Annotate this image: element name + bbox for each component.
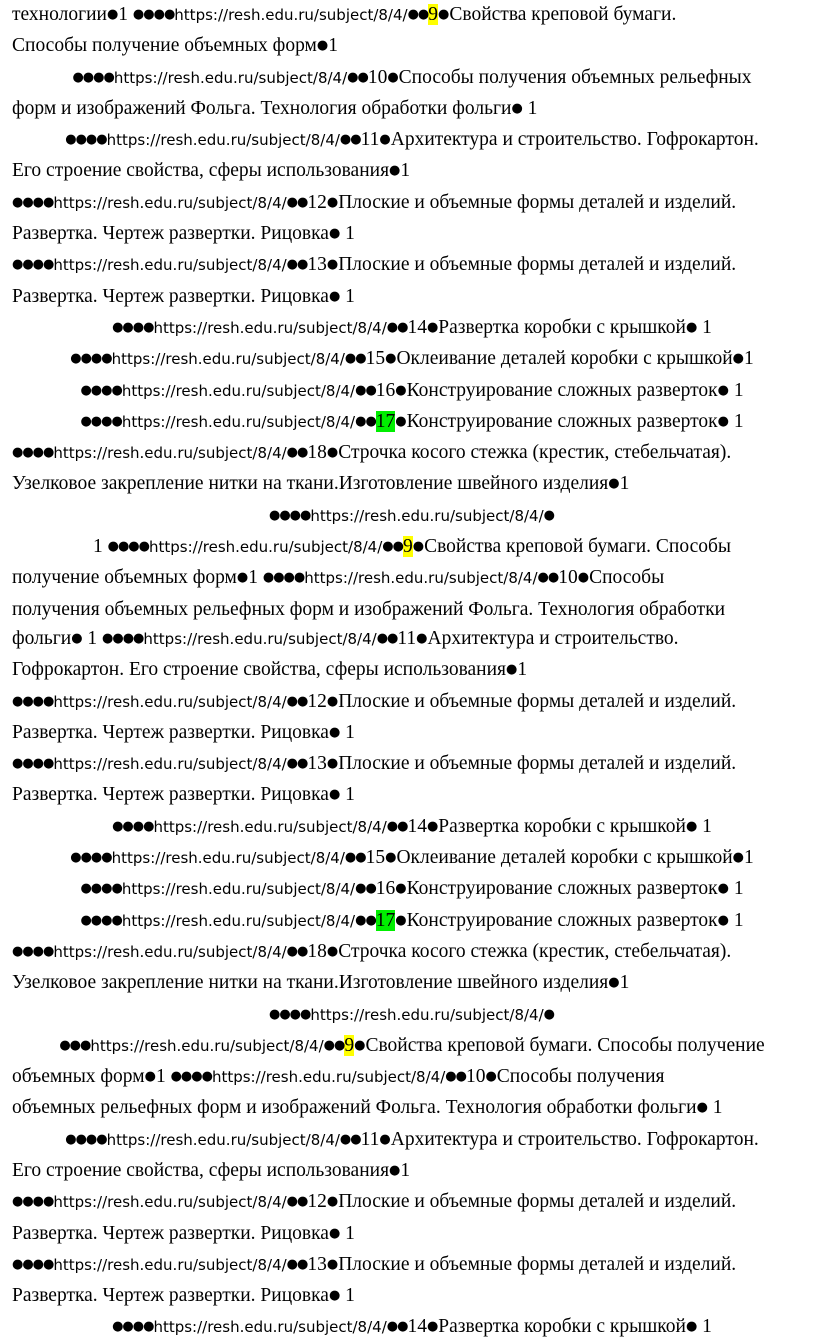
doc-line <box>12 219 812 250</box>
text: 1 <box>155 1066 171 1088</box>
doc-line <box>12 63 812 94</box>
text: фольги <box>12 627 72 649</box>
text: 1 <box>619 972 630 994</box>
text: 1 <box>400 160 411 182</box>
resource-link[interactable]: https://resh.edu.ru/subject/8/4/ <box>153 318 387 337</box>
text: Узелковое закрепление нитки на ткани.Изготовление швейного изделия <box>12 473 609 495</box>
lesson-number: 17 <box>375 909 396 931</box>
lesson-title: Архитектура и строительство. <box>427 627 679 649</box>
doc-line <box>12 906 812 937</box>
bullet: ● <box>732 850 745 866</box>
lesson-number: 11 <box>397 627 417 649</box>
bullets: ●●● <box>59 1037 91 1053</box>
lesson-number: 15 <box>365 348 386 370</box>
bullet: ● <box>685 1319 698 1335</box>
text: объемных рельефных форм и изображений Фольга. Технология обработки фольги <box>12 1097 697 1119</box>
doc-line <box>12 438 812 469</box>
bullets: ●● <box>386 319 408 335</box>
bullets: ●● <box>355 912 376 928</box>
bullet: ● <box>395 912 407 928</box>
text: форм и изображений Фольга. Технология обработки фольги <box>12 97 512 119</box>
bullets: ●●●● <box>12 756 54 772</box>
doc-line <box>12 1093 812 1124</box>
bullet: ● <box>395 382 407 398</box>
doc-line <box>12 1281 812 1312</box>
lesson-title: Конструирование сложных разверток <box>406 909 718 931</box>
lesson-number: 13 <box>307 1253 327 1275</box>
doc-line <box>12 1062 812 1093</box>
lesson-number: 12 <box>307 1191 327 1213</box>
bullet: ● <box>328 787 341 803</box>
bullets: ●● <box>355 382 376 398</box>
bullets: ●● <box>347 69 368 85</box>
text: Его строение свойства, сферы использования <box>12 160 390 182</box>
bullets: ●●●● <box>268 1006 311 1022</box>
doc-line <box>12 344 812 375</box>
bullets: ●● <box>386 1319 408 1335</box>
text: 1 <box>248 567 263 589</box>
lesson-number: 9 <box>428 4 439 25</box>
lesson-title: Развертка коробки с крышкой <box>438 316 686 338</box>
bullet: ● <box>328 226 341 242</box>
doc-line <box>12 595 812 624</box>
text: получение объемных форм <box>12 567 237 589</box>
doc-line <box>12 968 812 999</box>
lesson-number: 17 <box>375 410 396 432</box>
text: Развертка. Чертеж развертки. Рицовка <box>12 223 329 245</box>
bullet: ● <box>608 476 620 492</box>
lesson-title: Архитектура и строительство. Гофрокартон. <box>390 1128 759 1150</box>
bullet: ● <box>685 818 698 834</box>
resource-link[interactable]: https://resh.edu.ru/subject/8/4/ <box>148 538 383 557</box>
bullets: ●● <box>355 881 376 897</box>
bullet: ● <box>412 539 425 555</box>
bullets: ●●●● <box>80 413 122 429</box>
lesson-number: 15 <box>365 847 386 869</box>
text: Развертка. Чертеж развертки. Рицовка <box>12 285 329 307</box>
lesson-title: Плоские и объемные формы деталей и изделий. <box>338 690 737 712</box>
resource-link[interactable]: https://resh.edu.ru/subject/8/4/ <box>121 880 356 899</box>
lesson-number: 14 <box>407 316 427 338</box>
text: 1 <box>728 878 744 900</box>
lesson-title: Плоские и объемные формы деталей и изделий. <box>338 191 737 213</box>
bullets: ●● <box>286 1194 308 1210</box>
bullet: ● <box>379 1131 391 1147</box>
bullet: ● <box>389 1162 401 1178</box>
resource-link[interactable]: https://resh.edu.ru/subject/8/4/ <box>111 350 345 369</box>
bullets: ●●●● <box>12 1256 54 1272</box>
text: 1 <box>697 815 712 837</box>
bullet: ● <box>426 818 439 834</box>
doc-line <box>12 1156 812 1187</box>
resource-link[interactable]: https://resh.edu.ru/subject/8/4/ <box>53 755 287 774</box>
doc-line <box>12 655 812 686</box>
bullets: ●●●● <box>107 539 149 555</box>
lesson-number: 13 <box>307 254 327 276</box>
bullets: ●●●● <box>65 132 107 148</box>
bullet: ● <box>438 7 450 22</box>
bullet: ● <box>389 163 401 179</box>
doc-line <box>12 1031 812 1062</box>
doc-line <box>12 563 812 594</box>
lesson-title: Свойства креповой бумаги. <box>449 4 677 25</box>
lesson-title: Плоские и объемные формы деталей и изделий. <box>338 753 737 775</box>
bullet: ● <box>717 382 729 398</box>
doc-line <box>12 532 812 563</box>
resource-link[interactable]: https://resh.edu.ru/subject/8/4/ <box>143 629 377 648</box>
bullet: ● <box>328 288 341 304</box>
bullet: ● <box>543 1006 555 1022</box>
doc-line <box>12 1187 812 1218</box>
text: 1 <box>728 379 744 401</box>
bullet: ● <box>685 319 698 335</box>
text: 1 <box>744 348 754 370</box>
bullet: ● <box>326 756 339 772</box>
resource-link[interactable]: https://resh.edu.ru/subject/8/4/ <box>174 6 408 24</box>
lesson-number: 11 <box>360 1128 380 1150</box>
text: 1 <box>707 1097 723 1119</box>
lesson-title: Строчка косого стежка (крестик, стебельчатая). <box>338 442 732 464</box>
bullet: ● <box>416 630 428 646</box>
bullets: ●●●● <box>12 943 54 959</box>
doc-line <box>12 687 812 718</box>
bullets: ●●●● <box>80 912 122 928</box>
bullet: ● <box>385 850 397 866</box>
lesson-title: Свойства креповой бумаги. Способы получение <box>365 1034 765 1056</box>
bullet: ● <box>577 570 590 586</box>
text: 1 <box>340 784 355 806</box>
doc-line <box>12 0 812 31</box>
resource-link[interactable]: https://resh.edu.ru/subject/8/4/ <box>121 381 356 400</box>
bullets: ●●●● <box>262 570 305 586</box>
doc-line <box>12 937 812 968</box>
text: 1 <box>340 223 355 245</box>
bullet: ● <box>717 413 729 429</box>
lesson-title: Оклеивание деталей коробки с крышкой <box>396 348 733 370</box>
bullet: ● <box>387 69 399 85</box>
doc-line <box>12 1000 812 1031</box>
bullets: ●● <box>339 132 361 148</box>
bullet: ● <box>696 1100 708 1116</box>
bullets: ●●●● <box>268 507 311 523</box>
bullet: ● <box>326 1256 339 1272</box>
text: 1 <box>400 1159 411 1181</box>
resource-link[interactable]: https://resh.edu.ru/subject/8/4/ <box>53 692 287 711</box>
bullets: ●● <box>382 539 403 555</box>
bullets: ●● <box>344 351 366 367</box>
bullets: ●● <box>339 1131 361 1147</box>
bullet: ● <box>485 1069 497 1085</box>
resource-link[interactable]: https://resh.edu.ru/subject/8/4/ <box>121 911 356 930</box>
doc-line <box>12 156 812 187</box>
doc-line <box>12 1312 812 1343</box>
text: Узелковое закрепление нитки на ткани.Изготовление швейного изделия <box>12 972 609 994</box>
bullets: ●● <box>286 445 308 461</box>
doc-line <box>12 282 812 313</box>
resource-link[interactable]: https://resh.edu.ru/subject/8/4/ <box>53 942 287 961</box>
lesson-number: 10 <box>367 66 388 88</box>
resource-link[interactable]: https://resh.edu.ru/subject/8/4/ <box>310 506 544 525</box>
text: Способы получение объемных форм <box>12 35 317 57</box>
bullet: ● <box>717 912 729 928</box>
bullets: ●● <box>286 194 308 210</box>
bullets: ●●●● <box>12 194 54 210</box>
lesson-title: Способы <box>589 567 665 589</box>
text: 1 <box>340 1222 355 1244</box>
bullets: ●●●● <box>132 7 175 22</box>
bullets: ●● <box>355 413 376 429</box>
bullets: ●● <box>286 693 308 709</box>
document-body <box>12 0 812 1344</box>
bullets: ●●●● <box>102 630 144 646</box>
doc-line <box>12 718 812 749</box>
doc-line <box>12 125 812 156</box>
text: Гофрокартон. Его строение свойства, сферы использования <box>12 659 507 681</box>
lesson-title: Архитектура и строительство. Гофрокартон. <box>390 129 759 151</box>
bullets: ●● <box>376 630 398 646</box>
text: 1 <box>340 1285 355 1307</box>
doc-line <box>12 749 812 780</box>
resource-link[interactable]: https://resh.edu.ru/subject/8/4/ <box>113 68 348 87</box>
text: 1 <box>118 4 129 25</box>
bullet: ● <box>608 975 620 991</box>
doc-line <box>12 313 812 344</box>
bullet: ● <box>379 132 391 148</box>
lesson-title: Конструирование сложных разверток <box>406 410 718 432</box>
bullet: ● <box>326 257 339 273</box>
resource-link[interactable]: https://resh.edu.ru/subject/8/4/ <box>304 569 538 588</box>
text: технологии <box>12 4 107 25</box>
bullets: ●●●● <box>65 1131 107 1147</box>
bullet: ● <box>511 100 523 116</box>
bullet: ● <box>326 943 339 959</box>
bullet: ● <box>326 693 339 709</box>
lesson-number: 10 <box>465 1066 486 1088</box>
text: Развертка. Чертеж развертки. Рицовка <box>12 721 329 743</box>
doc-line <box>12 780 812 811</box>
text: получения объемных рельефных форм и изображений Фольга. Технология обработки <box>12 598 726 620</box>
text: 1 <box>697 1316 712 1338</box>
doc-line <box>12 1219 812 1250</box>
bullet: ● <box>506 662 518 678</box>
doc-line <box>12 812 812 843</box>
bullets: ●●●● <box>112 319 154 335</box>
bullet: ● <box>326 445 339 461</box>
bullet: ● <box>732 351 745 367</box>
text: 1 <box>697 316 712 338</box>
text: 1 <box>619 473 630 495</box>
lesson-number: 9 <box>344 1034 355 1056</box>
bullets: ●● <box>407 7 429 22</box>
bullets: ●● <box>286 943 308 959</box>
doc-line <box>12 31 812 62</box>
doc-line <box>12 874 812 905</box>
lesson-number: 12 <box>307 690 327 712</box>
resource-link[interactable]: https://resh.edu.ru/subject/8/4/ <box>106 1130 340 1149</box>
bullet: ● <box>326 1194 339 1210</box>
lesson-number: 9 <box>402 536 413 558</box>
bullet: ● <box>326 194 339 210</box>
resource-link[interactable]: https://resh.edu.ru/subject/8/4/ <box>53 1255 287 1274</box>
resource-link[interactable]: https://resh.edu.ru/subject/8/4/ <box>121 412 356 431</box>
resource-link[interactable]: https://resh.edu.ru/subject/8/4/ <box>53 193 287 212</box>
doc-line <box>12 843 812 874</box>
lesson-title: Способы получения объемных рельефных <box>398 66 752 88</box>
text: 1 <box>82 627 103 649</box>
lesson-title: Свойства креповой бумаги. Способы <box>424 536 732 558</box>
bullets: ●●●● <box>12 693 54 709</box>
text: 1 <box>92 536 108 558</box>
lesson-number: 10 <box>558 567 578 589</box>
text: Развертка. Чертеж развертки. Рицовка <box>12 1285 329 1307</box>
text: Его строение свойства, сферы использования <box>12 1159 390 1181</box>
text: 1 <box>328 35 338 57</box>
bullet: ● <box>144 1069 156 1085</box>
doc-line <box>12 250 812 281</box>
bullet: ● <box>426 319 439 335</box>
bullet: ● <box>385 351 397 367</box>
lesson-title: Развертка коробки с крышкой <box>438 815 686 837</box>
bullet: ● <box>316 38 329 54</box>
text: 1 <box>728 410 744 432</box>
bullets: ●●●● <box>112 1319 154 1335</box>
doc-line <box>12 624 812 655</box>
bullets: ●● <box>386 818 408 834</box>
text: 1 <box>744 847 754 869</box>
lesson-title: Плоские и объемные формы деталей и изделий. <box>338 1191 737 1213</box>
lesson-title: Строчка косого стежка (крестик, стебельчатая). <box>338 940 732 962</box>
doc-line <box>12 188 812 219</box>
bullet: ● <box>426 1319 439 1335</box>
bullet: ● <box>717 881 729 897</box>
doc-line <box>12 94 812 125</box>
resource-link[interactable]: https://resh.edu.ru/subject/8/4/ <box>153 817 387 836</box>
text: Развертка. Чертеж развертки. Рицовка <box>12 1222 329 1244</box>
bullets: ●● <box>344 850 366 866</box>
doc-line <box>12 1250 812 1281</box>
resource-link[interactable]: https://resh.edu.ru/subject/8/4/ <box>53 444 287 463</box>
lesson-number: 13 <box>307 753 327 775</box>
bullet: ● <box>328 1288 341 1304</box>
bullets: ●●●● <box>80 382 122 398</box>
bullet: ● <box>395 413 407 429</box>
lesson-number: 14 <box>407 815 427 837</box>
doc-line <box>12 1125 812 1156</box>
lesson-number: 18 <box>307 442 327 464</box>
bullet: ● <box>354 1037 366 1053</box>
lesson-title: Конструирование сложных разверток <box>406 379 718 401</box>
text: 1 <box>340 285 355 307</box>
bullets: ●●●● <box>70 850 112 866</box>
lesson-number: 12 <box>307 191 327 213</box>
text: 1 <box>340 721 355 743</box>
resource-link[interactable]: https://resh.edu.ru/subject/8/4/ <box>53 256 287 275</box>
bullets: ●●●● <box>12 257 54 273</box>
resource-link[interactable]: https://resh.edu.ru/subject/8/4/ <box>310 1005 544 1024</box>
resource-link[interactable]: https://resh.edu.ru/subject/8/4/ <box>153 1318 387 1337</box>
bullets: ●● <box>286 1256 308 1272</box>
bullets: ●●●● <box>12 445 54 461</box>
lesson-title: Способы получения <box>496 1066 665 1088</box>
lesson-title: Плоские и объемные формы деталей и изделий. <box>338 254 737 276</box>
bullet: ● <box>395 881 407 897</box>
bullets: ●●●● <box>72 69 114 85</box>
bullets: ●●●● <box>170 1069 212 1085</box>
bullet: ● <box>328 724 341 740</box>
text: 1 <box>517 659 528 681</box>
bullets: ●●●● <box>12 1194 54 1210</box>
lesson-number: 14 <box>407 1316 427 1338</box>
bullet: ● <box>236 570 249 586</box>
lesson-title: Плоские и объемные формы деталей и изделий. <box>338 1253 737 1275</box>
resource-link[interactable]: https://resh.edu.ru/subject/8/4/ <box>106 131 340 150</box>
lesson-title: Конструирование сложных разверток <box>406 878 718 900</box>
doc-line <box>12 407 812 438</box>
lesson-number: 16 <box>375 379 396 401</box>
resource-link[interactable]: https://resh.edu.ru/subject/8/4/ <box>111 849 345 868</box>
text: объемных форм <box>12 1066 145 1088</box>
resource-link[interactable]: https://resh.edu.ru/subject/8/4/ <box>90 1036 324 1055</box>
bullet: ● <box>106 7 119 22</box>
doc-line <box>12 376 812 407</box>
lesson-number: 16 <box>375 878 396 900</box>
lesson-title: Развертка коробки с крышкой <box>438 1316 686 1338</box>
resource-link[interactable]: https://resh.edu.ru/subject/8/4/ <box>211 1068 446 1087</box>
lesson-number: 18 <box>307 940 327 962</box>
lesson-title: Оклеивание деталей коробки с крышкой <box>396 847 733 869</box>
bullets: ●● <box>286 257 308 273</box>
bullets: ●● <box>445 1069 466 1085</box>
bullets: ●●●● <box>70 351 112 367</box>
bullets: ●● <box>323 1037 345 1053</box>
bullet: ● <box>71 630 83 646</box>
text: 1 <box>522 97 538 119</box>
resource-link[interactable]: https://resh.edu.ru/subject/8/4/ <box>53 1193 287 1212</box>
doc-line <box>12 501 812 532</box>
bullets: ●●●● <box>80 881 122 897</box>
bullets: ●●●● <box>112 818 154 834</box>
text: Развертка. Чертеж развертки. Рицовка <box>12 784 329 806</box>
bullet: ● <box>543 507 555 523</box>
bullets: ●● <box>286 756 308 772</box>
bullet: ● <box>328 1225 341 1241</box>
bullets: ●● <box>537 570 559 586</box>
text: 1 <box>728 909 744 931</box>
lesson-number: 11 <box>360 129 380 151</box>
doc-line <box>12 469 812 500</box>
